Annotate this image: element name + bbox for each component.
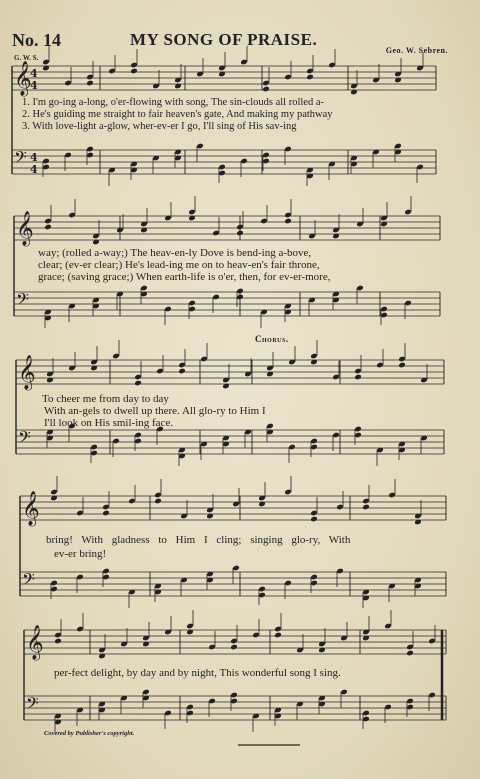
time-signature-bottom: 4 [30, 79, 38, 92]
lyric-sys4-line1: bring! With gladness to Him I cling; singing glo-ry, With [46, 534, 351, 546]
lyric-sys2-verse2: clear; (ev-er clear;) He's lead-ing me on to heav-en's fair throne, [38, 259, 320, 271]
note-head [86, 80, 94, 87]
note-head [44, 224, 52, 231]
bass-clef: 𝄢 [26, 693, 39, 717]
lyric-sys2-verse1: way; (rolled a-way;) The heav-en-ly Dove is bend-ing a-bove, [38, 247, 312, 259]
hymn-title: MY SONG OF PRAISE. [130, 30, 318, 49]
lyric-sys4-line2: ev-er bring! [54, 548, 107, 560]
copyright-notice: Covered by Publisher's copyright. [44, 730, 135, 737]
note-head [102, 510, 110, 517]
note-head [362, 504, 370, 511]
note-head [274, 632, 282, 639]
time-signature-bottom: 4 [30, 163, 38, 176]
treble-clef: 𝄞 [14, 61, 32, 96]
lyric-sys2-verse3: grace; (saving grace;) When earth-life is o'er, then, for ev-er-more, [38, 271, 331, 283]
note-head [398, 362, 406, 369]
note-head [54, 638, 62, 645]
note-head [154, 498, 162, 505]
note-head [406, 650, 414, 657]
time-signature-top: 4 [30, 151, 38, 164]
note-head [130, 68, 138, 75]
bass-clef: 𝄢 [14, 147, 27, 171]
chorus-label: Chorus. [255, 334, 289, 344]
note-head [230, 644, 238, 651]
lyric-sys3-line3: I'll look on His smil-ing face. [44, 417, 174, 429]
lyric-sys5-line1: per-fect delight, by day and by night, This wonderful song I sing. [54, 667, 341, 679]
lyric-sys3-line2: With an-gels to dwell up there. All glo-ry to Him I [44, 405, 266, 417]
bass-clef: 𝄢 [22, 569, 35, 593]
treble-clef: 𝄞 [22, 491, 40, 526]
composer-credit: Geo. W. Sebren. [385, 46, 448, 55]
lyric-sys3-line1: To cheer me from day to day [42, 393, 169, 405]
note-head [262, 86, 270, 93]
time-signature-top: 4 [30, 67, 38, 80]
lyric-sys1-verse2: 2. He's guiding me straight to fair heaven's gate, And making my pathway [22, 109, 333, 120]
lyric-sys1-verse3: 3. With love-light a-glow, wher-ev-er I go, I'll sing of His sav-ing [22, 121, 297, 132]
note-head [284, 218, 292, 225]
note-head [178, 368, 186, 375]
treble-clef: 𝄞 [16, 211, 34, 246]
note-head [354, 374, 362, 381]
lyric-sys1-verse1: 1. I'm go-ing a-long, o'er-flowing with song, The sin-clouds all rolled a- [22, 97, 324, 108]
lyricist-initials: G. W. S. [14, 54, 39, 62]
note-head [310, 516, 318, 523]
hymn-number: No. 14 [12, 30, 61, 50]
note-head [306, 74, 314, 81]
bass-clef: 𝄢 [18, 427, 31, 451]
note-head [134, 380, 142, 387]
bass-clef: 𝄢 [16, 289, 29, 313]
treble-clef: 𝄞 [18, 355, 36, 390]
treble-clef: 𝄞 [26, 625, 44, 660]
